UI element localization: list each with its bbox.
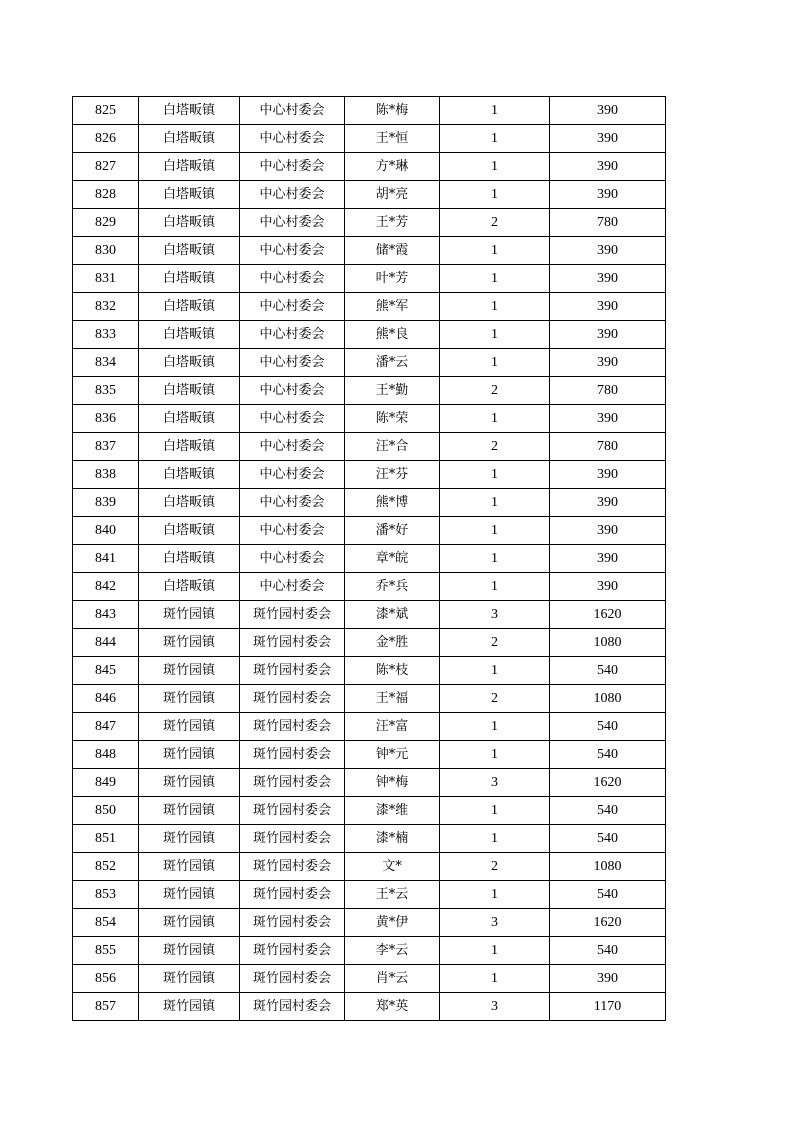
count-cell: 2 <box>440 629 550 657</box>
row-number-cell: 847 <box>73 713 139 741</box>
row-number-cell: 840 <box>73 517 139 545</box>
count-cell: 2 <box>440 853 550 881</box>
amount-cell: 390 <box>550 125 666 153</box>
amount-cell: 540 <box>550 881 666 909</box>
count-cell: 1 <box>440 937 550 965</box>
amount-cell: 390 <box>550 321 666 349</box>
table-row <box>73 97 666 125</box>
person-name-cell: 李*云 <box>345 937 440 965</box>
village-cell: 斑竹园村委会 <box>240 657 345 685</box>
town-cell: 白塔畈镇 <box>139 377 240 405</box>
town-cell: 斑竹园镇 <box>139 629 240 657</box>
table-row <box>73 153 666 181</box>
amount-cell: 540 <box>550 713 666 741</box>
row-number-cell: 850 <box>73 797 139 825</box>
count-cell: 3 <box>440 769 550 797</box>
town-cell: 斑竹园镇 <box>139 657 240 685</box>
person-name-cell: 王*云 <box>345 881 440 909</box>
village-cell: 中心村委会 <box>240 265 345 293</box>
town-cell: 斑竹园镇 <box>139 881 240 909</box>
town-cell: 斑竹园镇 <box>139 965 240 993</box>
village-cell: 中心村委会 <box>240 125 345 153</box>
amount-cell: 1170 <box>550 993 666 1021</box>
row-number-cell: 825 <box>73 97 139 125</box>
person-name-cell: 熊*博 <box>345 489 440 517</box>
village-cell: 中心村委会 <box>240 517 345 545</box>
village-cell: 中心村委会 <box>240 153 345 181</box>
town-cell: 白塔畈镇 <box>139 517 240 545</box>
table-row <box>73 685 666 713</box>
table-row <box>73 797 666 825</box>
town-cell: 白塔畈镇 <box>139 433 240 461</box>
town-cell: 白塔畈镇 <box>139 181 240 209</box>
amount-cell: 390 <box>550 489 666 517</box>
person-name-cell: 陈*荣 <box>345 405 440 433</box>
row-number-cell: 828 <box>73 181 139 209</box>
person-name-cell: 漆*维 <box>345 797 440 825</box>
table-body <box>73 97 666 1021</box>
village-cell: 斑竹园村委会 <box>240 601 345 629</box>
person-name-cell: 汪*合 <box>345 433 440 461</box>
person-name-cell: 汪*芬 <box>345 461 440 489</box>
town-cell: 白塔畈镇 <box>139 461 240 489</box>
village-cell: 斑竹园村委会 <box>240 881 345 909</box>
town-cell: 白塔畈镇 <box>139 573 240 601</box>
person-name-cell: 王*恒 <box>345 125 440 153</box>
person-name-cell: 漆*楠 <box>345 825 440 853</box>
count-cell: 1 <box>440 97 550 125</box>
amount-cell: 390 <box>550 265 666 293</box>
town-cell: 斑竹园镇 <box>139 769 240 797</box>
town-cell: 白塔畈镇 <box>139 125 240 153</box>
town-cell: 白塔畈镇 <box>139 209 240 237</box>
table-row <box>73 265 666 293</box>
count-cell: 1 <box>440 825 550 853</box>
person-name-cell: 钟*元 <box>345 741 440 769</box>
amount-cell: 540 <box>550 937 666 965</box>
person-name-cell: 胡*亮 <box>345 181 440 209</box>
person-name-cell: 漆*斌 <box>345 601 440 629</box>
person-name-cell: 熊*军 <box>345 293 440 321</box>
village-cell: 中心村委会 <box>240 573 345 601</box>
town-cell: 白塔畈镇 <box>139 321 240 349</box>
count-cell: 1 <box>440 517 550 545</box>
table-row <box>73 909 666 937</box>
town-cell: 白塔畈镇 <box>139 153 240 181</box>
person-name-cell: 乔*兵 <box>345 573 440 601</box>
count-cell: 1 <box>440 153 550 181</box>
row-number-cell: 835 <box>73 377 139 405</box>
person-name-cell: 潘*云 <box>345 349 440 377</box>
row-number-cell: 837 <box>73 433 139 461</box>
count-cell: 1 <box>440 265 550 293</box>
amount-cell: 540 <box>550 825 666 853</box>
row-number-cell: 833 <box>73 321 139 349</box>
amount-cell: 390 <box>550 461 666 489</box>
count-cell: 1 <box>440 713 550 741</box>
row-number-cell: 841 <box>73 545 139 573</box>
person-name-cell: 肖*云 <box>345 965 440 993</box>
count-cell: 2 <box>440 433 550 461</box>
amount-cell: 1620 <box>550 769 666 797</box>
amount-cell: 1080 <box>550 629 666 657</box>
table-row <box>73 545 666 573</box>
person-name-cell: 王*勤 <box>345 377 440 405</box>
row-number-cell: 829 <box>73 209 139 237</box>
person-name-cell: 郑*英 <box>345 993 440 1021</box>
row-number-cell: 826 <box>73 125 139 153</box>
person-name-cell: 金*胜 <box>345 629 440 657</box>
town-cell: 斑竹园镇 <box>139 937 240 965</box>
village-cell: 中心村委会 <box>240 181 345 209</box>
row-number-cell: 851 <box>73 825 139 853</box>
village-cell: 斑竹园村委会 <box>240 741 345 769</box>
row-number-cell: 830 <box>73 237 139 265</box>
town-cell: 白塔畈镇 <box>139 97 240 125</box>
count-cell: 1 <box>440 965 550 993</box>
amount-cell: 390 <box>550 405 666 433</box>
village-cell: 中心村委会 <box>240 209 345 237</box>
village-cell: 中心村委会 <box>240 97 345 125</box>
row-number-cell: 831 <box>73 265 139 293</box>
row-number-cell: 838 <box>73 461 139 489</box>
row-number-cell: 844 <box>73 629 139 657</box>
town-cell: 斑竹园镇 <box>139 741 240 769</box>
amount-cell: 390 <box>550 965 666 993</box>
village-cell: 中心村委会 <box>240 237 345 265</box>
village-cell: 斑竹园村委会 <box>240 993 345 1021</box>
village-cell: 中心村委会 <box>240 405 345 433</box>
person-name-cell: 储*霞 <box>345 237 440 265</box>
table-row <box>73 209 666 237</box>
table-row <box>73 433 666 461</box>
village-cell: 斑竹园村委会 <box>240 937 345 965</box>
count-cell: 3 <box>440 909 550 937</box>
town-cell: 斑竹园镇 <box>139 713 240 741</box>
count-cell: 3 <box>440 993 550 1021</box>
count-cell: 1 <box>440 293 550 321</box>
amount-cell: 780 <box>550 433 666 461</box>
town-cell: 斑竹园镇 <box>139 909 240 937</box>
row-number-cell: 849 <box>73 769 139 797</box>
village-cell: 斑竹园村委会 <box>240 853 345 881</box>
count-cell: 1 <box>440 489 550 517</box>
row-number-cell: 848 <box>73 741 139 769</box>
row-number-cell: 856 <box>73 965 139 993</box>
row-number-cell: 852 <box>73 853 139 881</box>
row-number-cell: 843 <box>73 601 139 629</box>
person-name-cell: 汪*富 <box>345 713 440 741</box>
village-cell: 中心村委会 <box>240 293 345 321</box>
table-row <box>73 573 666 601</box>
count-cell: 1 <box>440 657 550 685</box>
village-cell: 斑竹园村委会 <box>240 825 345 853</box>
person-name-cell: 文* <box>345 853 440 881</box>
person-name-cell: 陈*枝 <box>345 657 440 685</box>
person-name-cell: 王*福 <box>345 685 440 713</box>
village-cell: 中心村委会 <box>240 349 345 377</box>
table-row <box>73 825 666 853</box>
person-name-cell: 熊*良 <box>345 321 440 349</box>
town-cell: 斑竹园镇 <box>139 685 240 713</box>
table-row <box>73 125 666 153</box>
person-name-cell: 钟*梅 <box>345 769 440 797</box>
row-number-cell: 827 <box>73 153 139 181</box>
person-name-cell: 章*皖 <box>345 545 440 573</box>
table-row <box>73 349 666 377</box>
village-cell: 中心村委会 <box>240 377 345 405</box>
amount-cell: 390 <box>550 349 666 377</box>
count-cell: 1 <box>440 881 550 909</box>
village-cell: 斑竹园村委会 <box>240 685 345 713</box>
village-cell: 中心村委会 <box>240 461 345 489</box>
count-cell: 1 <box>440 741 550 769</box>
amount-cell: 1620 <box>550 601 666 629</box>
person-name-cell: 王*芳 <box>345 209 440 237</box>
amount-cell: 390 <box>550 545 666 573</box>
amount-cell: 390 <box>550 181 666 209</box>
table-row <box>73 769 666 797</box>
table-row <box>73 321 666 349</box>
row-number-cell: 855 <box>73 937 139 965</box>
data-table <box>72 96 666 1021</box>
village-cell: 中心村委会 <box>240 433 345 461</box>
person-name-cell: 方*琳 <box>345 153 440 181</box>
village-cell: 斑竹园村委会 <box>240 909 345 937</box>
village-cell: 中心村委会 <box>240 489 345 517</box>
person-name-cell: 陈*梅 <box>345 97 440 125</box>
village-cell: 中心村委会 <box>240 321 345 349</box>
table-row <box>73 181 666 209</box>
town-cell: 白塔畈镇 <box>139 293 240 321</box>
amount-cell: 780 <box>550 377 666 405</box>
village-cell: 斑竹园村委会 <box>240 629 345 657</box>
amount-cell: 390 <box>550 293 666 321</box>
table-row <box>73 601 666 629</box>
table-row <box>73 965 666 993</box>
table-row <box>73 237 666 265</box>
table-row <box>73 853 666 881</box>
amount-cell: 540 <box>550 741 666 769</box>
count-cell: 1 <box>440 573 550 601</box>
row-number-cell: 836 <box>73 405 139 433</box>
count-cell: 3 <box>440 601 550 629</box>
count-cell: 2 <box>440 685 550 713</box>
town-cell: 斑竹园镇 <box>139 825 240 853</box>
table-row <box>73 657 666 685</box>
table-row <box>73 461 666 489</box>
row-number-cell: 857 <box>73 993 139 1021</box>
row-number-cell: 853 <box>73 881 139 909</box>
village-cell: 中心村委会 <box>240 545 345 573</box>
table-row <box>73 713 666 741</box>
amount-cell: 540 <box>550 797 666 825</box>
row-number-cell: 854 <box>73 909 139 937</box>
person-name-cell: 叶*芳 <box>345 265 440 293</box>
count-cell: 1 <box>440 405 550 433</box>
count-cell: 2 <box>440 377 550 405</box>
row-number-cell: 842 <box>73 573 139 601</box>
count-cell: 1 <box>440 797 550 825</box>
amount-cell: 390 <box>550 517 666 545</box>
count-cell: 1 <box>440 545 550 573</box>
town-cell: 白塔畈镇 <box>139 545 240 573</box>
amount-cell: 540 <box>550 657 666 685</box>
table-row <box>73 293 666 321</box>
town-cell: 斑竹园镇 <box>139 993 240 1021</box>
table-row <box>73 993 666 1021</box>
person-name-cell: 潘*好 <box>345 517 440 545</box>
table-row <box>73 937 666 965</box>
town-cell: 白塔畈镇 <box>139 265 240 293</box>
row-number-cell: 846 <box>73 685 139 713</box>
count-cell: 1 <box>440 321 550 349</box>
count-cell: 1 <box>440 181 550 209</box>
town-cell: 斑竹园镇 <box>139 797 240 825</box>
town-cell: 斑竹园镇 <box>139 853 240 881</box>
table-row <box>73 489 666 517</box>
table-row <box>73 517 666 545</box>
amount-cell: 390 <box>550 153 666 181</box>
count-cell: 1 <box>440 125 550 153</box>
row-number-cell: 839 <box>73 489 139 517</box>
town-cell: 斑竹园镇 <box>139 601 240 629</box>
town-cell: 白塔畈镇 <box>139 489 240 517</box>
amount-cell: 1080 <box>550 685 666 713</box>
count-cell: 1 <box>440 461 550 489</box>
table-row <box>73 741 666 769</box>
amount-cell: 780 <box>550 209 666 237</box>
town-cell: 白塔畈镇 <box>139 237 240 265</box>
row-number-cell: 832 <box>73 293 139 321</box>
table-row <box>73 629 666 657</box>
town-cell: 白塔畈镇 <box>139 349 240 377</box>
person-name-cell: 黄*伊 <box>345 909 440 937</box>
village-cell: 斑竹园村委会 <box>240 797 345 825</box>
amount-cell: 390 <box>550 573 666 601</box>
table-row <box>73 405 666 433</box>
row-number-cell: 834 <box>73 349 139 377</box>
count-cell: 1 <box>440 237 550 265</box>
village-cell: 斑竹园村委会 <box>240 965 345 993</box>
village-cell: 斑竹园村委会 <box>240 713 345 741</box>
amount-cell: 1080 <box>550 853 666 881</box>
amount-cell: 390 <box>550 97 666 125</box>
count-cell: 1 <box>440 349 550 377</box>
table-row <box>73 881 666 909</box>
town-cell: 白塔畈镇 <box>139 405 240 433</box>
amount-cell: 1620 <box>550 909 666 937</box>
row-number-cell: 845 <box>73 657 139 685</box>
count-cell: 2 <box>440 209 550 237</box>
village-cell: 斑竹园村委会 <box>240 769 345 797</box>
table-row <box>73 377 666 405</box>
amount-cell: 390 <box>550 237 666 265</box>
